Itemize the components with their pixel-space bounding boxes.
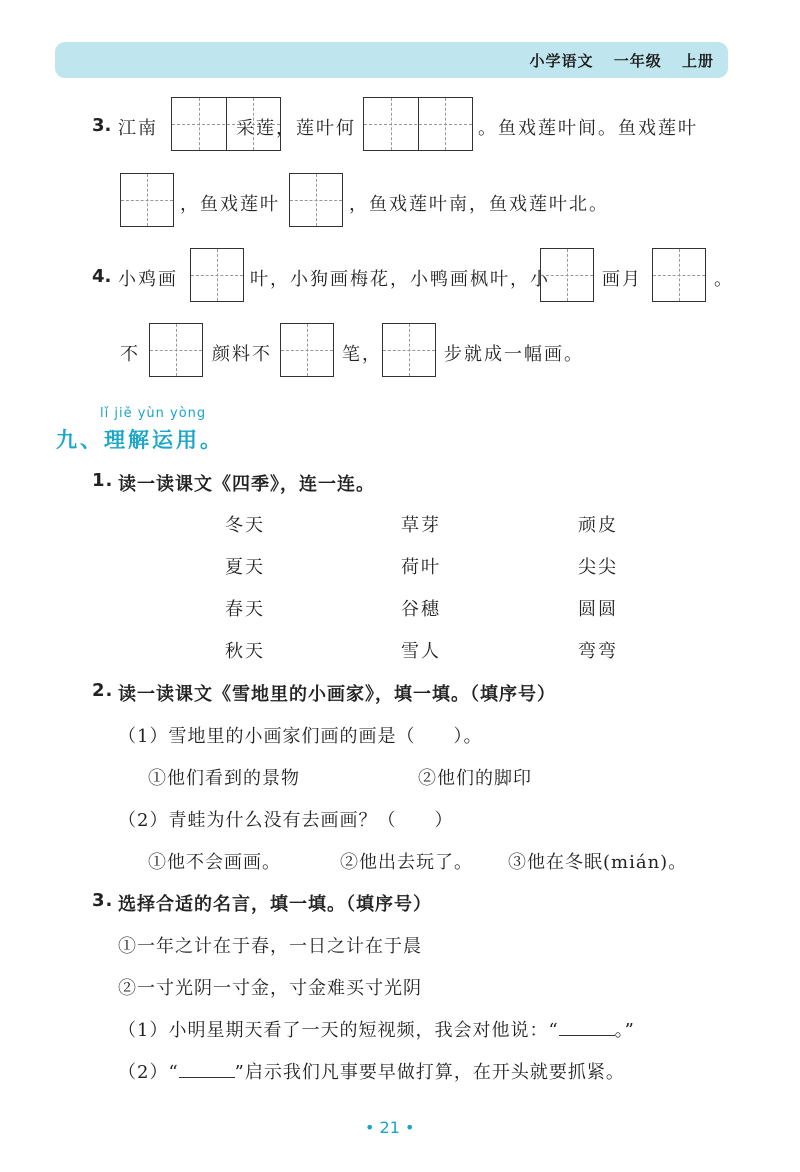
- object-item[interactable]: 谷穗: [401, 599, 441, 620]
- s9q2-number: 2.: [92, 680, 114, 701]
- object-item[interactable]: 草芽: [401, 515, 441, 536]
- s9q2-title: 读一读课文《雪地里的小画家》，填一填。（填序号）: [118, 684, 556, 705]
- s9q3-part1-text: （1）小明星期天看了一天的短视频，我会对他说：“: [118, 1020, 559, 1041]
- q3-answer-box-2[interactable]: [363, 97, 473, 151]
- q4-answer-box-5[interactable]: [280, 323, 334, 377]
- q3-number: 3.: [92, 115, 112, 136]
- s9q3-number: 3.: [92, 890, 114, 911]
- q3-text-5: ，鱼戏莲叶南，鱼戏莲叶北。: [349, 194, 609, 215]
- q3-text-1: 江南: [118, 118, 158, 139]
- page-number: • 21 •: [365, 1118, 415, 1137]
- q4-answer-box-3[interactable]: [652, 248, 706, 302]
- s9q3-option2: ②一寸光阴一寸金，寸金难买寸光阴: [118, 978, 422, 999]
- answer-blank[interactable]: [179, 1063, 235, 1078]
- s9q1-title: 读一读课文《四季》，连一连。: [118, 474, 375, 495]
- adjective-item[interactable]: 弯弯: [578, 641, 618, 662]
- q4-text-3: 画月: [602, 269, 642, 290]
- season-item[interactable]: 秋天: [225, 641, 265, 662]
- s9q3-title: 选择合适的名言，填一填。（填序号）: [118, 894, 432, 915]
- q4-answer-box-1[interactable]: [190, 248, 244, 302]
- q3-text-3: 。鱼戏莲叶间。鱼戏莲叶: [478, 118, 698, 139]
- s9q2-part2-option1: ①他不会画画。: [148, 852, 281, 873]
- s9q3-option1: ①一年之计在于春，一日之计在于晨: [118, 936, 422, 957]
- q4-text-2: 叶，小狗画梅花，小鸭画枫叶，小: [250, 269, 550, 290]
- s9q3-part2: [118, 1058, 625, 1084]
- object-item[interactable]: 荷叶: [401, 557, 441, 578]
- season-item[interactable]: 春天: [225, 599, 265, 620]
- adjective-item[interactable]: 尖尖: [578, 557, 618, 578]
- q3-answer-box-4[interactable]: [289, 173, 343, 227]
- object-item[interactable]: 雪人: [401, 641, 441, 662]
- header-grade: 一年级: [613, 52, 662, 70]
- q4-text-6: 颜料不: [212, 344, 272, 365]
- header-band: [55, 42, 728, 78]
- q4-answer-box-2[interactable]: [540, 248, 594, 302]
- header-text: [515, 50, 714, 71]
- s9q3-part2-start: （2）“: [118, 1062, 179, 1083]
- q4-number: 4.: [92, 266, 112, 287]
- s9q2-part1-option2: ②他们的脚印: [418, 768, 532, 789]
- q4-text-8: 步就成一幅画。: [444, 344, 584, 365]
- q3-text-2: 采莲，莲叶何: [236, 118, 356, 139]
- q4-text-1: 小鸡画: [118, 269, 178, 290]
- q4-answer-box-4[interactable]: [149, 323, 203, 377]
- q4-text-4: 。: [714, 269, 734, 290]
- q4-answer-box-6[interactable]: [382, 323, 436, 377]
- q4-text-5: 不: [120, 344, 140, 365]
- answer-blank[interactable]: [559, 1021, 615, 1036]
- q3-answer-box-3[interactable]: [120, 173, 174, 227]
- s9q2-part2-option3: ③他在冬眠(mián)。: [508, 852, 688, 873]
- header-volume: 上册: [681, 52, 714, 70]
- season-item[interactable]: 冬天: [225, 515, 265, 536]
- season-item[interactable]: 夏天: [225, 557, 265, 578]
- s9q3-part2-text: ”启示我们凡事要早做打算，在开头就要抓紧。: [234, 1062, 625, 1083]
- adjective-item[interactable]: 顽皮: [578, 515, 618, 536]
- q4-text-7: 笔，: [342, 344, 382, 365]
- adjective-item[interactable]: 圆圆: [578, 599, 618, 620]
- s9q3-part1-end: 。”: [614, 1020, 635, 1041]
- section-9-title: 九、理解运用。: [56, 428, 224, 452]
- q3-text-4: ，鱼戏莲叶: [180, 194, 280, 215]
- s9q2-part1: （1）雪地里的小画家们画的画是（ ）。: [118, 726, 483, 747]
- s9q2-part1-option1: ①他们看到的景物: [148, 768, 300, 789]
- s9q2-part2: （2）青蛙为什么没有去画画？（ ）: [118, 810, 454, 831]
- s9q1-number: 1.: [92, 470, 114, 491]
- s9q3-part1: [118, 1016, 635, 1042]
- section-9-pinyin: lǐ jiě yùn yòng: [100, 406, 207, 421]
- s9q2-part2-option2: ②他出去玩了。: [340, 852, 473, 873]
- header-subject: 小学语文: [529, 52, 594, 70]
